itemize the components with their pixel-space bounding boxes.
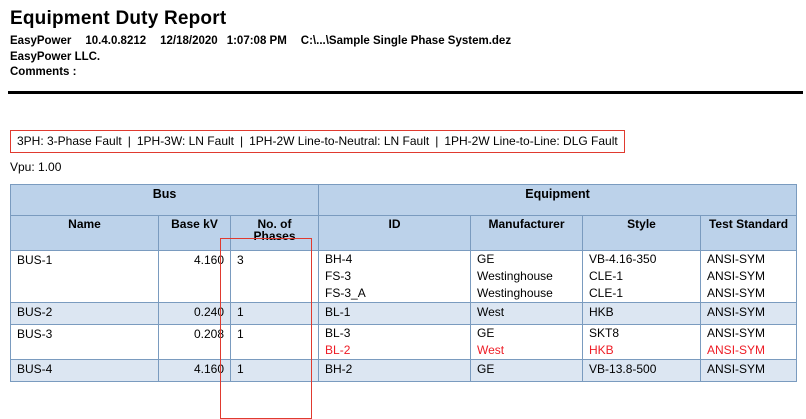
cell-bus-name: BUS-2 (11, 302, 159, 324)
equipment-style: CLE-1 (589, 285, 624, 300)
report-meta-line (10, 34, 796, 50)
legend-item-3: 1PH-2W Line-to-Line: DLG Fault (444, 133, 618, 148)
table-row (11, 359, 797, 381)
page-title: Equipment Duty Report (10, 8, 227, 29)
equipment-id: BL-3 (325, 325, 351, 340)
file-path: C:\...\Sample Single Phase System.dez (300, 35, 512, 47)
table-header (11, 184, 797, 250)
cell-base-kv: 0.208 (159, 324, 231, 359)
equipment-manufacturer: Westinghouse (477, 285, 553, 300)
group-header-bus: Bus (11, 184, 319, 215)
equipment-test-standard: ANSI-SYM (707, 325, 766, 340)
cell-equipment-id-group (319, 250, 471, 302)
cell-no-of-phases: 1 (231, 302, 319, 324)
comments-label: Comments : (10, 66, 77, 79)
cell-bus-name: BUS-1 (11, 250, 159, 302)
equipment-id: FS-3_A (325, 285, 366, 300)
equipment-manufacturer: GE (477, 325, 495, 340)
legend-separator: | (240, 133, 244, 148)
legend-item-0: 3PH: 3-Phase Fault (17, 133, 122, 148)
cell-style: VB-13.8-500 (583, 359, 701, 381)
cell-test-standard-group (701, 324, 797, 359)
vpu-value: Vpu: 1.00 (10, 159, 62, 174)
table-row (11, 250, 797, 302)
equipment-test-standard: ANSI-SYM (707, 268, 766, 283)
legend-separator: | (127, 133, 131, 148)
equipment-id: BH-4 (325, 251, 353, 266)
cell-no-of-phases: 1 (231, 359, 319, 381)
legend-separator: | (435, 133, 439, 148)
column-header-manufacturer: Manufacturer (471, 215, 583, 250)
table-group-header-row (11, 184, 797, 215)
report-date: 12/18/2020 (160, 35, 218, 47)
equipment-manufacturer: GE (477, 251, 495, 266)
equipment-test-standard: ANSI-SYM (707, 251, 766, 266)
equipment-style: CLE-1 (589, 268, 624, 283)
table-row (11, 324, 797, 359)
cell-manufacturer-group (471, 324, 583, 359)
cell-base-kv: 4.160 (159, 359, 231, 381)
comments-line (10, 65, 796, 81)
cell-style-group (583, 250, 701, 302)
cell-test-standard: ANSI-SYM (701, 359, 797, 381)
cell-style: HKB (583, 302, 701, 324)
equipment-id: FS-3 (325, 268, 352, 283)
equipment-test-standard: ANSI-SYM (707, 285, 766, 300)
column-header-no-of-phases: No. of Phases (231, 215, 319, 250)
equipment-id: BL-2 (325, 342, 351, 357)
table-row (11, 302, 797, 324)
column-header-test-standard: Test Standard (701, 215, 797, 250)
cell-manufacturer: GE (471, 359, 583, 381)
cell-test-standard: ANSI-SYM (701, 302, 797, 324)
report-time: 1:07:08 PM (226, 35, 287, 47)
column-header-id: ID (319, 215, 471, 250)
cell-bus-name: BUS-3 (11, 324, 159, 359)
cell-test-standard-group (701, 250, 797, 302)
app-version: 10.4.0.8212 (85, 35, 147, 47)
equipment-style: SKT8 (589, 325, 620, 340)
cell-no-of-phases: 3 (231, 250, 319, 302)
column-header-base-kv: Base kV (159, 215, 231, 250)
equipment-duty-table (10, 184, 797, 382)
table-column-header-row (11, 215, 797, 250)
cell-equipment-id-group (319, 324, 471, 359)
cell-bus-name: BUS-4 (11, 359, 159, 381)
app-name: EasyPower (10, 35, 72, 47)
equipment-style: HKB (589, 342, 614, 357)
header-divider (8, 91, 803, 94)
table-body (11, 250, 797, 381)
cell-manufacturer-group (471, 250, 583, 302)
column-header-style: Style (583, 215, 701, 250)
equipment-manufacturer: Westinghouse (477, 268, 553, 283)
cell-equipment-id: BL-1 (319, 302, 471, 324)
equipment-test-standard: ANSI-SYM (707, 342, 766, 357)
column-header-name: Name (11, 215, 159, 250)
group-header-equipment: Equipment (319, 184, 797, 215)
legend-container (10, 130, 625, 153)
legend-item-2: 1PH-2W Line-to-Neutral: LN Fault (249, 133, 430, 148)
cell-base-kv: 0.240 (159, 302, 231, 324)
cell-base-kv: 4.160 (159, 250, 231, 302)
cell-style-group (583, 324, 701, 359)
cell-no-of-phases: 1 (231, 324, 319, 359)
legend-item-1: 1PH-3W: LN Fault (136, 133, 234, 148)
company-name: EasyPower LLC. (10, 50, 101, 63)
equipment-manufacturer: West (477, 342, 505, 357)
cell-equipment-id: BH-2 (319, 359, 471, 381)
cell-manufacturer: West (471, 302, 583, 324)
equipment-style: VB-4.16-350 (589, 251, 657, 266)
fault-legend (10, 130, 625, 153)
